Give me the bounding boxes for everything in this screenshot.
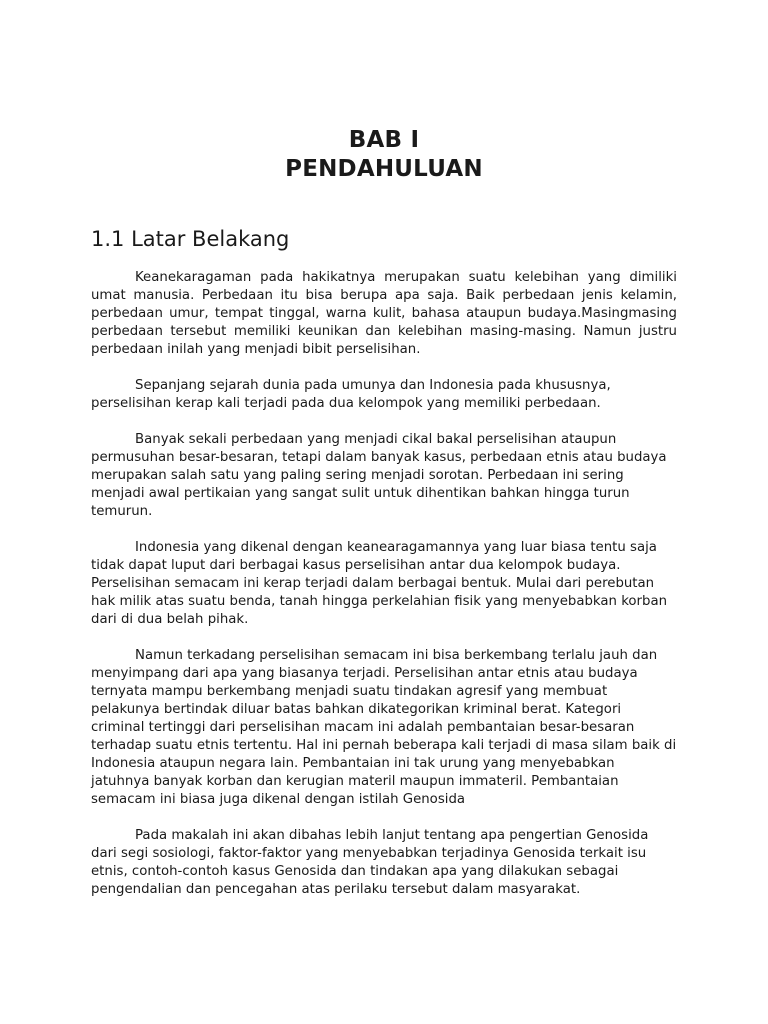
chapter-heading: [91, 126, 677, 184]
paragraph-3: Banyak sekali perbedaan yang menjadi cikal bakal perselisihan ataupun permusuhan besar-besaran, tetapi dalam banyak kasus, perbedaan etnis atau budaya merupakan salah satu yang paling sering menjadi sorotan. Perbedaan ini sering menjadi awal pertikaian yang sangat sulit untuk dihentikan bahkan hingga turun temurun.: [91, 432, 667, 519]
chapter-number: BAB I: [348, 127, 420, 153]
paragraph-4: Indonesia yang dikenal dengan keanearagamannya yang luar biasa tentu saja tidak dapat luput dari berbagai kasus perselisihan antar dua kelompok budaya. Perselisihan semacam ini kerap terjadi dalam berbagai bentuk. Mulai dari perebutan hak milik atas suatu benda, tanah hingga perkelahian fisik yang menyebabkan korban dari di dua belah pihak.: [91, 540, 668, 627]
chapter-title: PENDAHULUAN: [285, 156, 483, 182]
body-text: [91, 269, 677, 899]
document-page: [91, 0, 677, 917]
paragraph-6: Pada makalah ini akan dibahas lebih lanjut tentang apa pengertian Genosida dari segi sosiologi, faktor-faktor yang menyebabkan terjadinya Genosida terkait isu etnis, contoh-contoh kasus Genosida dan tindakan apa yang dilakukan sebagai pengendalian dan pencegahan atas perilaku tersebut dalam masyarakat.: [91, 828, 649, 897]
paragraph-1: Keanekaragaman pada hakikatnya merupakan suatu kelebihan yang dimiliki umat manusia. Perbedaan itu bisa berupa apa saja. Baik perbedaan jenis kelamin, perbedaan umur, tempat tinggal, warna kulit, bahasa ataupun budaya.Masingmasing perbedaan tersebut memiliki keunikan dan kelebihan masing-masing. Namun justru perbedaan inilah yang menjadi bibit perselisihan.: [91, 270, 677, 357]
paragraph-2: Sepanjang sejarah dunia pada umunya dan Indonesia pada khususnya, perselisihan kerap kali terjadi pada dua kelompok yang memiliki perbedaan.: [91, 378, 611, 411]
paragraph-5: Namun terkadang perselisihan semacam ini bisa berkembang terlalu jauh dan menyimpang dari apa yang biasanya terjadi. Perselisihan antar etnis atau budaya ternyata mampu berkembang menjadi suatu tindakan agresif yang membuat pelakunya bertindak diluar batas bahkan dikategorikan kriminal berat. Kategori criminal tertinggi dari perselisihan macam ini adalah pembantaian besar-besaran terhadap suatu etnis tertentu. Hal ini pernah beberapa kali terjadi di masa silam baik di Indonesia ataupun negara lain. Pembantaian ini tak urung yang menyebabkan jatuhnya banyak korban dan kerugian materil maupun immateril. Pembantaian semacam ini biasa juga dikenal dengan istilah Genosida: [91, 648, 677, 807]
section-title: 1.1 Latar Belakang: [91, 227, 290, 251]
